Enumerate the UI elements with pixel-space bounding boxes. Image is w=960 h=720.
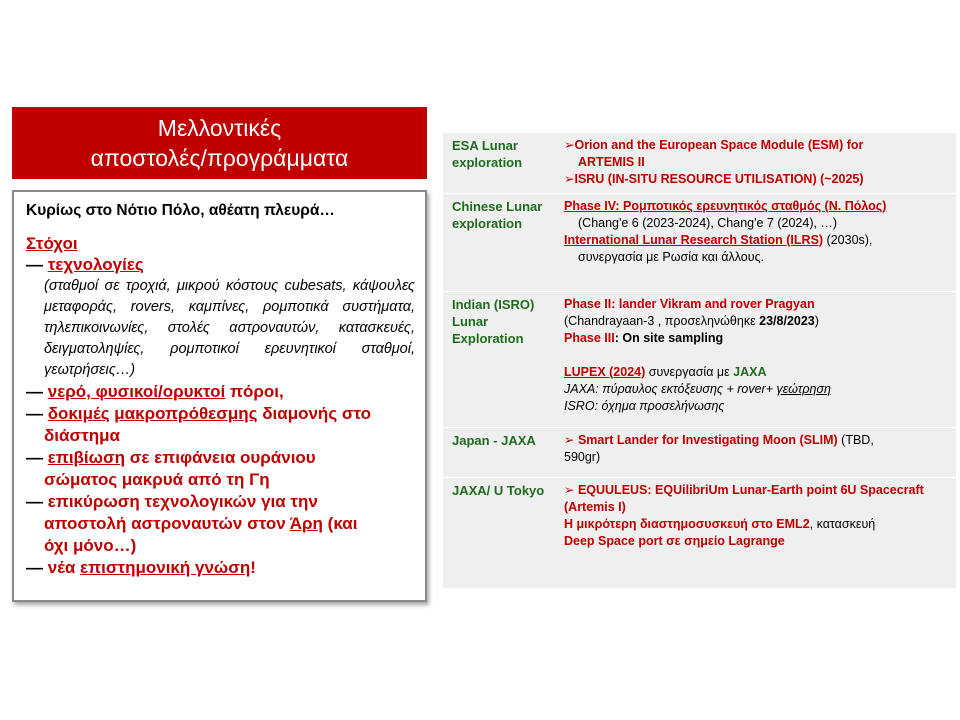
row-content-china [558, 193, 956, 291]
title-line-2: αποστολές/προγράμματα [90, 145, 349, 171]
row-content-jaxa [558, 477, 956, 589]
dash: — [26, 382, 43, 401]
india-lupex-text: συνεργασία με [645, 364, 734, 379]
title-line-1: Μελλοντικές [157, 115, 282, 141]
mars-highlight: Άρη [289, 514, 323, 533]
india-chandrayaan: (Chandrayaan-3 , προσεληνώθηκε [564, 313, 760, 328]
goal-science [26, 557, 415, 579]
survival-highlight: επιβίωση [47, 448, 126, 467]
india-phase-iii-text: : On site sampling [614, 330, 724, 345]
row-name-esa: ESA Lunar exploration [443, 133, 558, 193]
table-row [443, 133, 956, 193]
goals-heading: Στόχοι [26, 234, 78, 253]
jaxa-equuleus: ➢ EQUULEUS: EQUilibriUm Lunar-Earth point 6U Spacecraft (Artemis I) [564, 482, 924, 514]
table-row [443, 291, 956, 427]
dash: — [26, 492, 43, 511]
goals-panel [12, 190, 427, 602]
mars-text-3: (και [322, 514, 358, 533]
row-content-india [558, 291, 956, 427]
jaxa-deep-space-port: Deep Space port σε σημείο Lagrange [564, 533, 785, 548]
india-jaxa-role: JAXA: πύραυλος εκτόξευσης + rover+ [564, 381, 777, 396]
india-paren: ) [814, 313, 819, 328]
dash: — [26, 404, 43, 423]
dash: — [26, 448, 43, 467]
resources-text: πόροι, [225, 382, 284, 401]
longterm-space: διάστημα [44, 426, 120, 445]
row-content-japan [558, 427, 956, 477]
china-phase-iv: Phase IV: Ρομποτικός ερευνητικός σταθμός (Ν. Πόλος) [564, 198, 887, 213]
row-content-esa [558, 133, 956, 193]
row-name-india: Indian (ISRO) Lunar Exploration [443, 291, 558, 427]
india-phase-ii-text: : lander Vikram and rover Pragyan [611, 296, 815, 311]
table-row [443, 477, 956, 589]
jaxa-smallest: Η μικρότερη διαστημοσυσκευή στο EML2 [564, 516, 810, 531]
india-landing-date: 23/8/2023 [759, 313, 815, 328]
table-row [443, 427, 956, 477]
tech-label: τεχνολογίες [47, 255, 144, 274]
longterm-word: μακροπρόθεσμης [114, 404, 258, 423]
survival-text: σε επιφάνεια ουράνιου [125, 448, 316, 467]
resources-highlight: νερό, φυσικοί/ορυκτοί [47, 382, 226, 401]
section-title [12, 107, 427, 179]
japan-slim: ➢ Smart Lander for Investigating Moon (SLIM) [564, 432, 838, 447]
goal-long-term-stay [26, 403, 415, 447]
china-cooperation: συνεργασία με Ρωσία και άλλους. [578, 249, 765, 264]
india-lupex-jaxa: JAXA [733, 364, 767, 379]
tech-details: (σταθμοί σε τροχιά, μικρού κόστους cubesats, κάψουλες μεταφοράς, rovers, καμπίνες, ρομποτικά συστήματα, τηλεπικοινωνίες, στολές αστροναυτών, κατασκευές, δειγματοληψίες, ρομποτικοί ερευνητικοί σταθμοί, γεωτρήσεις…) [44, 278, 415, 378]
mars-text-4: όχι μόνο…) [44, 536, 137, 555]
mars-text-2: αποστολή αστροναυτών στον [44, 514, 290, 533]
row-name-jaxa: JAXA/ U Tokyo [443, 477, 558, 589]
jaxa-construction: , κατασκευή [809, 516, 876, 531]
esa-line-3: ➢ISRU (IN-SITU RESOURCE UTILISATION) (~2025) [564, 172, 864, 186]
goal-mars [26, 491, 415, 557]
goal-resources [26, 381, 415, 403]
science-end: ! [250, 558, 256, 577]
longterm-text: διαμονής στο [257, 404, 372, 423]
goal-survival [26, 447, 415, 491]
india-drilling: γεώτρηση [776, 381, 831, 396]
missions-table [443, 133, 956, 589]
mars-text-1: επικύρωση τεχνολογικών για την [47, 492, 318, 511]
china-ilrs-date: (2030s), [823, 232, 873, 247]
india-phase-iii: Phase III [564, 330, 615, 345]
row-name-china: Chinese Lunar exploration [443, 193, 558, 291]
japan-mass: 590gr) [564, 449, 601, 464]
longterm-tests: δοκιμές [47, 404, 110, 423]
row-name-japan: Japan - JAXA [443, 427, 558, 477]
survival-text-2: σώματος μακρυά από τη Γη [44, 470, 270, 489]
dash: — [26, 255, 43, 274]
science-text: νέα [47, 558, 81, 577]
intro-text: Κυρίως στο Νότιο Πόλο, αθέατη πλευρά… [26, 202, 335, 219]
dash: — [26, 558, 43, 577]
china-missions: (Chang'e 6 (2023-2024), Chang'e 7 (2024), …) [578, 215, 838, 230]
india-isro-role: ISRO: όχημα προσελήνωσης [564, 398, 725, 413]
science-highlight: επιστημονική γνώση [80, 558, 251, 577]
esa-line-1: ➢Orion and the European Space Module (ESM) for [564, 138, 864, 152]
india-lupex: LUPEX (2024) [564, 364, 646, 379]
japan-tbd: (TBD, [837, 432, 874, 447]
esa-line-2: ARTEMIS II [578, 155, 645, 169]
india-phase-ii: Phase II [564, 296, 612, 311]
table-row [443, 193, 956, 291]
china-ilrs: International Lunar Research Station (ILRS) [564, 232, 824, 247]
goal-technologies [26, 254, 415, 276]
